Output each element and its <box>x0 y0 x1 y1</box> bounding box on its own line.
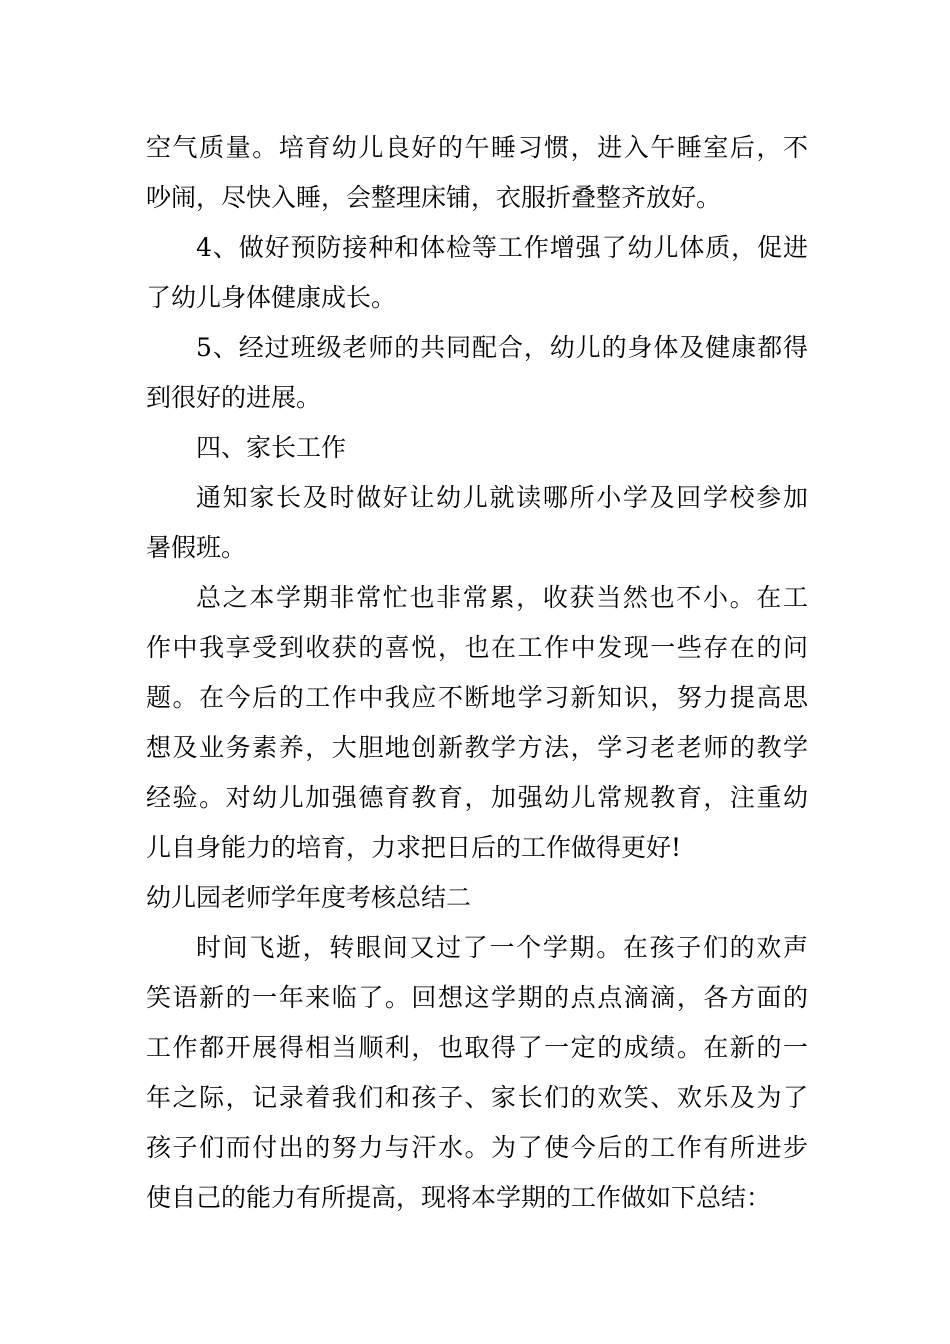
text-line: 年之际，记录着我们和孩子、家长们的欢笑、欢乐及为了 <box>146 1083 808 1112</box>
text-line: 吵闹，尽快入睡，会整理床铺，衣服折叠整齐放好。 <box>146 183 722 212</box>
text-line: 了幼儿身体健康成长。 <box>146 283 397 312</box>
text-line: 时间飞逝，转眼间又过了一个学期。在孩子们的欢声 <box>196 933 808 962</box>
text-line: 4、做好预防接种和体检等工作增强了幼儿体质，促进 <box>196 233 808 262</box>
text-line: 作中我享受到收获的喜悦，也在工作中发现一些存在的问 <box>146 633 808 662</box>
text-line: 暑假班。 <box>146 533 247 562</box>
text-line: 空气质量。培育幼儿良好的午睡习惯，进入午睡室后，不 <box>146 133 808 162</box>
text-line: 通知家长及时做好让幼儿就读哪所小学及回学校参加 <box>196 483 808 512</box>
document-title: 幼儿园老师学年度考核总结二 <box>146 883 472 912</box>
section-heading: 四、家长工作 <box>196 433 347 462</box>
text-line: 笑语新的一年来临了。回想这学期的点点滴滴，各方面的 <box>146 983 808 1012</box>
text-line: 到很好的进展。 <box>146 383 322 412</box>
text-line: 5、经过班级老师的共同配合，幼儿的身体及健康都得 <box>196 333 808 362</box>
text-line: 想及业务素养，大胆地创新教学方法，学习老老师的教学 <box>146 733 808 762</box>
text-line: 总之本学期非常忙也非常累，收获当然也不小。在工 <box>196 583 808 612</box>
text-line: 使自己的能力有所提高，现将本学期的工作做如下总结： <box>146 1183 772 1212</box>
text-line: 儿自身能力的培育，力求把日后的工作做得更好! <box>146 833 682 862</box>
text-line: 工作都开展得相当顺利，也取得了一定的成绩。在新的一 <box>146 1033 808 1062</box>
text-line: 孩子们而付出的努力与汗水。为了使今后的工作有所进步 <box>146 1133 808 1162</box>
document-body <box>146 123 808 1223</box>
text-line: 经验。对幼儿加强德育教育，加强幼儿常规教育，注重幼 <box>146 783 808 812</box>
text-line: 题。在今后的工作中我应不断地学习新知识，努力提高思 <box>146 683 808 712</box>
